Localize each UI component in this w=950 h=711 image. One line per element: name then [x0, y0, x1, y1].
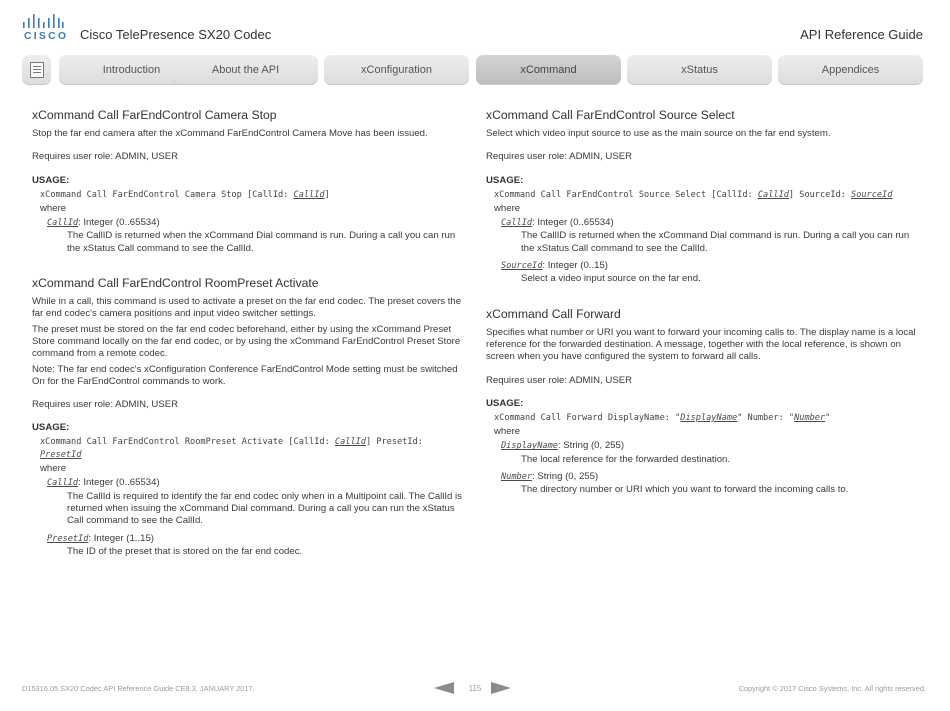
where-label: where: [40, 202, 67, 214]
document-list-icon: [30, 62, 44, 78]
left-column: [32, 108, 462, 563]
usage-label: USAGE:: [32, 174, 70, 186]
usage-syntax: xCommand Call FarEndControl Source Select [CallId: CallId] SourceId: SourceId: [494, 189, 893, 200]
param-description: The directory number or URI which you want to forward the incoming calls to.: [521, 484, 849, 496]
usage-syntax: xCommand Call FarEndControl Camera Stop [CallId: CallId]: [40, 189, 330, 200]
param-name[interactable]: PresetId: [47, 533, 89, 544]
param-name[interactable]: Number: [501, 472, 533, 483]
usage-label: USAGE:: [32, 422, 70, 434]
usage-syntax: xCommand Call Forward DisplayName: "DisplayName" Number: "Number": [494, 412, 831, 423]
where-label: where: [40, 463, 67, 475]
tab-xstatus[interactable]: xStatus: [627, 55, 772, 85]
section-description: The preset must be stored on the far end codec beforehand, either by using the xCommand Preset Store command locally on the far end codec, or by using the xCommand FarEndControl Preset Store command from a remote codec.: [32, 323, 461, 360]
param-link-displayname[interactable]: DisplayName: [680, 412, 738, 423]
param-name[interactable]: CallId: [47, 218, 79, 229]
tab-introduction[interactable]: Introduction: [59, 55, 204, 85]
section-description: Stop the far end camera after the xCommand FarEndControl Camera Move has been issued.: [32, 128, 428, 139]
page-footer: [0, 676, 950, 700]
document-id: D15316.05 SX20 Codec API Reference Guide CE8.3, JANUARY 2017.: [22, 684, 255, 693]
section-title: xCommand Call FarEndControl Source Select: [486, 108, 735, 122]
param-link-presetid[interactable]: PresetId: [40, 449, 82, 460]
param-link-callid[interactable]: CallId: [293, 189, 325, 200]
left-arrow-icon[interactable]: [434, 682, 454, 694]
section-roompreset-activate: [32, 276, 462, 558]
user-role: Requires user role: ADMIN, USER: [486, 151, 633, 163]
page-number: 115: [468, 684, 482, 693]
user-role: Requires user role: ADMIN, USER: [32, 399, 179, 411]
param-callid: CallId: Integer (0..65534): [47, 217, 160, 229]
contents-button[interactable]: [22, 55, 51, 85]
usage-syntax: xCommand Call FarEndControl RoomPreset Activate [CallId: CallId] PresetId: PresetId: [40, 437, 423, 460]
user-role: Requires user role: ADMIN, USER: [486, 374, 633, 386]
cisco-logo: [22, 14, 69, 42]
param-description: The CallID is returned when the xCommand Dial command is run. During a call you can run the xStatus Call command to see the CallId.: [521, 230, 910, 254]
where-label: where: [494, 202, 521, 214]
section-description: Select which video input source to use as the main source on the far end system.: [486, 128, 831, 139]
tab-about-the-api[interactable]: About the API: [173, 55, 318, 85]
logo-text: CISCO: [24, 30, 69, 42]
tab-appendices[interactable]: Appendices: [778, 55, 923, 85]
tab-xcommand[interactable]: xCommand: [476, 55, 621, 85]
param-name[interactable]: SourceId: [501, 261, 543, 272]
copyright: Copyright © 2017 Cisco Systems, Inc. All rights reserved.: [738, 684, 926, 693]
cisco-bars-icon: [22, 14, 64, 28]
param-number: Number: String (0, 255): [501, 471, 599, 483]
param-presetid: PresetId: Integer (1..15): [47, 532, 154, 544]
section-description: Specifies what number or URI you want to forward your incoming calls to. The display name is a local reference for the forwarded destination. A message, together with the local reference, is shown on screen when you have configured the system to forward all calls.: [486, 326, 916, 363]
page-header: [0, 0, 950, 50]
param-link-callid[interactable]: CallId: [334, 437, 366, 448]
section-title: xCommand Call FarEndControl RoomPreset Activate: [32, 276, 319, 291]
main-navigation: [22, 55, 924, 85]
guide-title: API Reference Guide: [800, 27, 923, 42]
right-column: [486, 108, 916, 502]
tab-xconfiguration[interactable]: xConfiguration: [324, 55, 469, 85]
param-name[interactable]: CallId: [501, 218, 533, 229]
param-description: The ID of the preset that is stored on the far end codec.: [67, 545, 303, 557]
section-camera-stop: [32, 108, 462, 255]
param-description: Select a video input source on the far end.: [521, 273, 701, 285]
section-source-select: [486, 108, 916, 286]
param-description: The CallID is returned when the xCommand Dial command is run. During a call you can run the xStatus Call command to see the CallId.: [67, 230, 456, 254]
param-sourceid: SourceId: Integer (0..15): [501, 260, 608, 272]
section-note: Note: The far end codec's xConfiguration Conference FarEndControl Mode setting must be switched On for the FarEndControl commands to work.: [32, 363, 458, 387]
param-displayname: DisplayName: String (0, 255): [501, 440, 625, 452]
section-call-forward: [486, 307, 916, 497]
section-description: While in a call, this command is used to activate a preset on the far end codec. The preset covers the far end codec's camera positions and input video switcher settings.: [32, 296, 462, 320]
pager: [434, 680, 514, 696]
param-description: The CallId is required to identify the far end codec only when in a Multipoint call. The CallId is returned when issuing the xCommand Dial command. During a call you can run the xStatus Call command to see the CallId.: [67, 490, 462, 527]
where-label: where: [494, 426, 521, 438]
param-link-callid[interactable]: CallId: [757, 189, 789, 200]
section-title: xCommand Call Forward: [486, 306, 621, 321]
usage-label: USAGE:: [486, 174, 524, 186]
param-link-number[interactable]: Number: [794, 412, 826, 423]
usage-label: USAGE:: [486, 397, 524, 409]
right-arrow-icon[interactable]: [491, 682, 511, 694]
param-name[interactable]: DisplayName: [501, 441, 558, 452]
param-callid: CallId: Integer (0..65534): [501, 217, 614, 229]
param-link-sourceid[interactable]: SourceId: [851, 189, 893, 200]
product-title: Cisco TelePresence SX20 Codec: [80, 27, 272, 42]
user-role: Requires user role: ADMIN, USER: [32, 151, 179, 163]
param-callid: CallId: Integer (0..65534): [47, 477, 160, 489]
section-title: xCommand Call FarEndControl Camera Stop: [32, 108, 277, 122]
param-name[interactable]: CallId: [47, 478, 79, 489]
param-description: The local reference for the forwarded destination.: [521, 453, 731, 465]
